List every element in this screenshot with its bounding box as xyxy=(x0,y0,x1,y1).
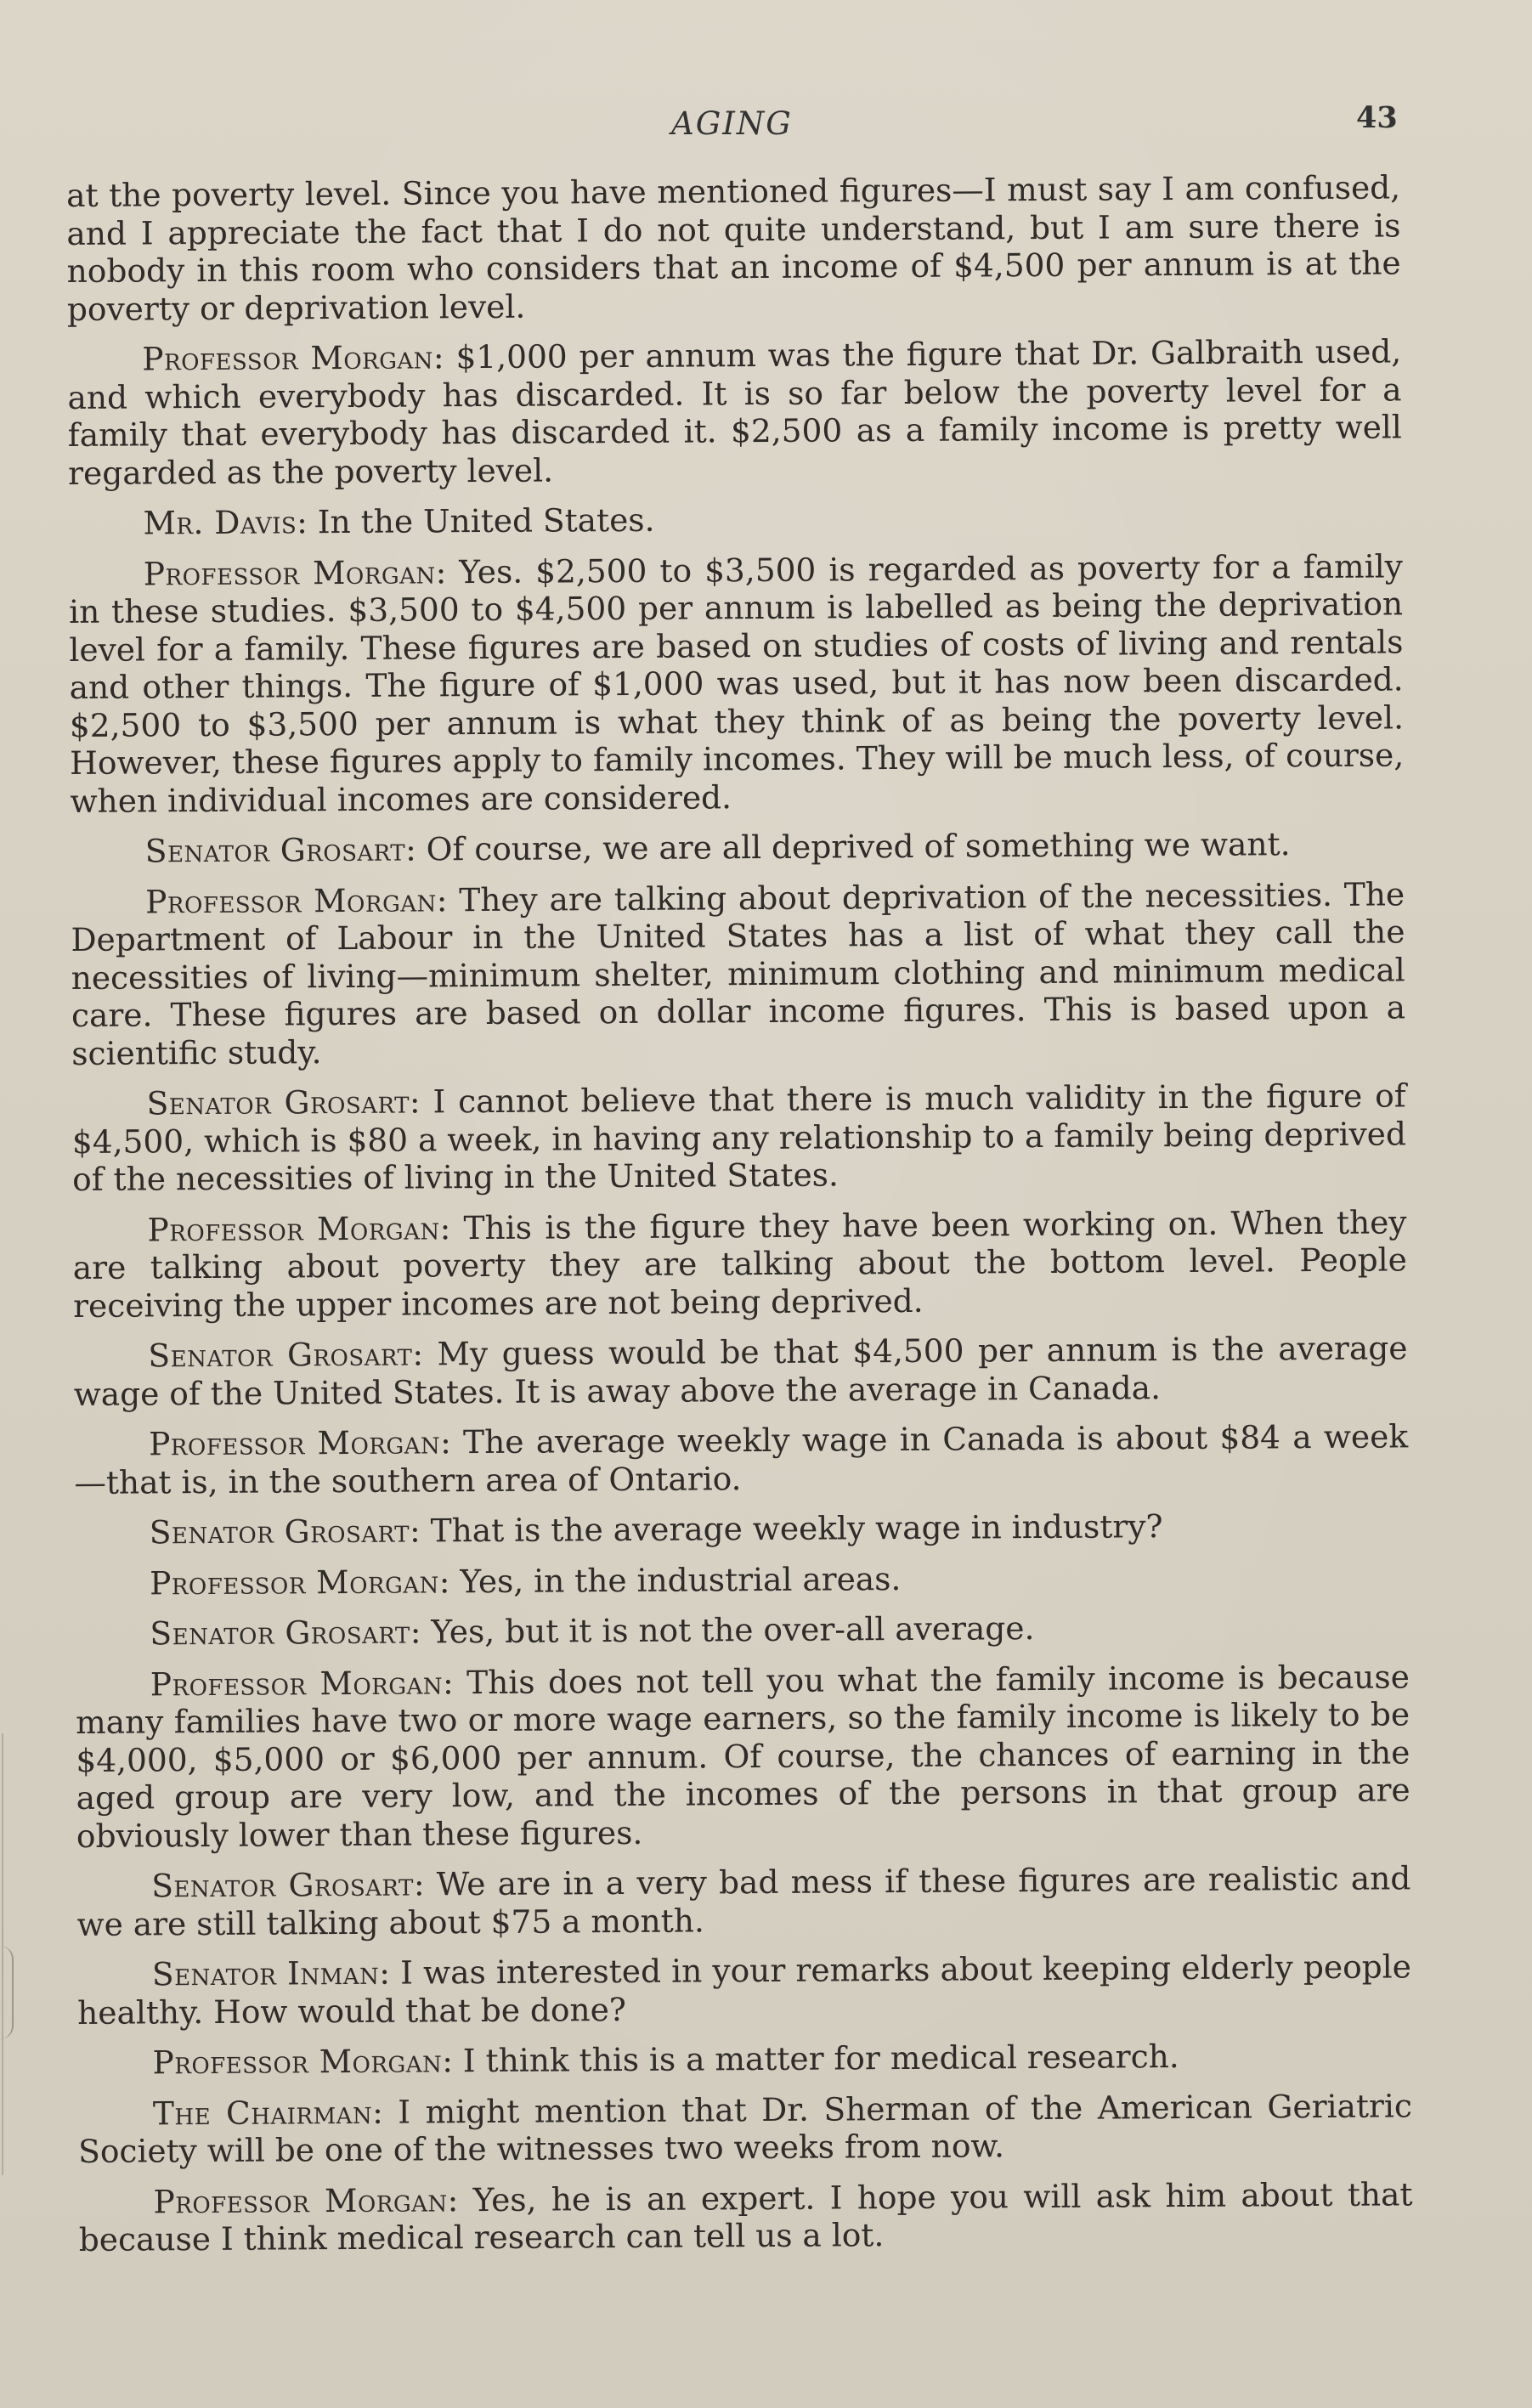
speaker-name: Professor Morgan xyxy=(150,1663,444,1703)
paragraph-speech xyxy=(75,1506,1409,1552)
speaker-name: Senator Grosart xyxy=(151,1865,415,1905)
speaker-colon: : xyxy=(435,552,460,591)
paragraph-speech xyxy=(75,1607,1409,1653)
paragraph-speech xyxy=(77,1947,1412,2032)
speaker-colon: : xyxy=(436,880,460,919)
speaker-colon: : xyxy=(439,1208,464,1246)
speaker-name: Professor Morgan xyxy=(143,552,436,592)
paragraph-speech xyxy=(67,332,1402,492)
paragraph-speech xyxy=(72,1203,1407,1325)
paragraph-speech xyxy=(75,1557,1409,1603)
speaker-colon: : xyxy=(379,1953,401,1992)
speaker-colon: : xyxy=(409,1512,431,1550)
speaker-colon: : xyxy=(409,1082,433,1121)
speaker-name: Professor Morgan xyxy=(148,1423,441,1463)
speech-text: That is the average weekly wage in industry? xyxy=(430,1507,1163,1550)
speaker-colon: : xyxy=(405,830,427,868)
speech-text: Yes, in the industrial areas. xyxy=(460,1559,902,1600)
speech-text: Yes, but it is not the over-all average. xyxy=(431,1609,1035,1651)
speech-text: $1,000 per annum was the figure that Dr. Galbraith used, and which everybody has discarded. It is so far below the poverty level for a family that everybody has discarded it. $2,500 as a family income is pretty well regarded as the poverty level. xyxy=(67,332,1402,492)
speaker-name: Professor Morgan xyxy=(152,2042,443,2082)
speaker-name: Senator Grosart xyxy=(149,1512,410,1552)
speaker-name: The Chairman xyxy=(152,2093,373,2132)
paragraph-speech xyxy=(76,1658,1410,1855)
speaker-colon: : xyxy=(442,2042,463,2080)
speaker-colon: : xyxy=(412,1335,438,1373)
paragraph-speech xyxy=(71,824,1405,870)
speech-text: I think this is a matter for medical research. xyxy=(462,2038,1179,2080)
speech-text: I might mention that Dr. Sherman of the American Geriatric Society will be one of the witnesses two weeks from now. xyxy=(78,2086,1413,2170)
paragraph-speech xyxy=(77,2036,1411,2082)
speaker-colon: : xyxy=(438,1562,461,1600)
paragraph-speech xyxy=(71,875,1405,1072)
speaker-name: Professor Morgan xyxy=(145,880,437,920)
speech-text: Yes. $2,500 to $3,500 is regarded as poverty for a family in these studies. $3,500 to $4,500 per annum is labelled as being the deprivation level for a family. These figures are based on studies of costs of living and rentals and other things. The figure of $1,000 was used, but it has now been discarded. $2,500 to $3,500 per annum is what they think of as being the poverty level. However, these figures apply to family incomes. They will be much less, of course, when individual incomes are considered. xyxy=(68,546,1405,820)
speaker-name: Professor Morgan xyxy=(149,1562,439,1602)
speech-text: Yes, he is an expert. I hope you will ask him about that because I think medical research can tell us a lot. xyxy=(78,2174,1413,2258)
speaker-name: Senator Grosart xyxy=(148,1335,413,1375)
speech-text: This is the figure they have been working on. When they are talking about poverty they are talking about the bottom level. People receiving the upper incomes are not being deprived. xyxy=(72,1202,1407,1325)
paragraph-speech xyxy=(74,1417,1409,1501)
paragraph-speech xyxy=(69,547,1405,820)
speech-text: They are talking about deprivation of the necessities. The Department of Labour in the United States has a list of what they call the necessities of living—minimum shelter, minimum clothing and minimum medical care. These figures are based on dollar income figures. This is based upon a scientific study. xyxy=(71,874,1406,1072)
speaker-colon: : xyxy=(410,1613,432,1651)
speech-text: I was interested in your remarks about keeping elderly people healthy. How would that be done? xyxy=(77,1947,1412,2032)
speech-text: This does not tell you what the family income is because many families have two or more wage earners, so the family income is likely to be $4,000, $5,000 or $6,000 per annum. Of course, the chances of earning in the aged group are very low, and the incomes of the persons in that group are obviously lower than these figures. xyxy=(75,1657,1410,1855)
paragraph-speech xyxy=(72,1077,1407,1198)
paragraph-speech xyxy=(78,2087,1413,2171)
speech-text: My guess would be that $4,500 per annum is the average wage of the United States. It is away above the average in Canada. xyxy=(73,1329,1408,1413)
binding-mark xyxy=(0,1946,14,2039)
paragraph-speech xyxy=(78,2175,1413,2259)
speaker-name: Senator Grosart xyxy=(146,1082,410,1122)
speaker-name: Senator Inman xyxy=(151,1953,380,1993)
speech-text: Of course, we are all deprived of something we want. xyxy=(426,825,1291,868)
speech-text: I cannot believe that there is much validity in the figure of $4,500, which is $80 a week, in having any relationship to a family being deprived of the necessities of living in the United States. xyxy=(71,1077,1407,1198)
paragraph-speech xyxy=(73,1329,1408,1413)
page-number: 43 xyxy=(1356,100,1398,135)
speaker-name: Mr. Davis xyxy=(143,503,297,542)
speech-text: In the United States. xyxy=(317,500,655,541)
speaker-name: Professor Morgan xyxy=(142,338,434,378)
speech-text: We are in a very bad mess if these figures are realistic and we are still talking about $75 a month. xyxy=(76,1859,1411,1943)
speaker-colon: : xyxy=(447,2180,473,2219)
speaker-colon: : xyxy=(372,2093,399,2131)
speech-text: The average weekly wage in Canada is about $84 a week—that is, in the southern area of Ontario. xyxy=(74,1417,1409,1501)
speech-text: at the poverty level. Since you have mentioned figures—I must say I am confused, and I appreciate the fact that I do not quite understand, but I am sure there is nobody in this room who considers that an income of $4,500 per annum is at the poverty or deprivation level. xyxy=(66,168,1401,328)
speaker-name: Senator Grosart xyxy=(150,1613,410,1653)
paragraph-speech xyxy=(76,1859,1411,1943)
speaker-colon: : xyxy=(297,503,318,541)
running-header xyxy=(0,100,1532,151)
paragraph-speech xyxy=(68,496,1402,542)
speaker-colon: : xyxy=(442,1663,467,1701)
speaker-colon: : xyxy=(440,1423,464,1461)
speaker-name: Senator Grosart xyxy=(144,830,406,870)
speaker-colon: : xyxy=(413,1865,437,1903)
speaker-name: Professor Morgan xyxy=(153,2180,448,2220)
speaker-name: Professor Morgan xyxy=(147,1208,440,1248)
running-title: AGING xyxy=(671,105,793,142)
speaker-colon: : xyxy=(432,338,456,376)
transcript-body xyxy=(66,168,1413,2271)
paragraph-continuation xyxy=(66,168,1401,328)
